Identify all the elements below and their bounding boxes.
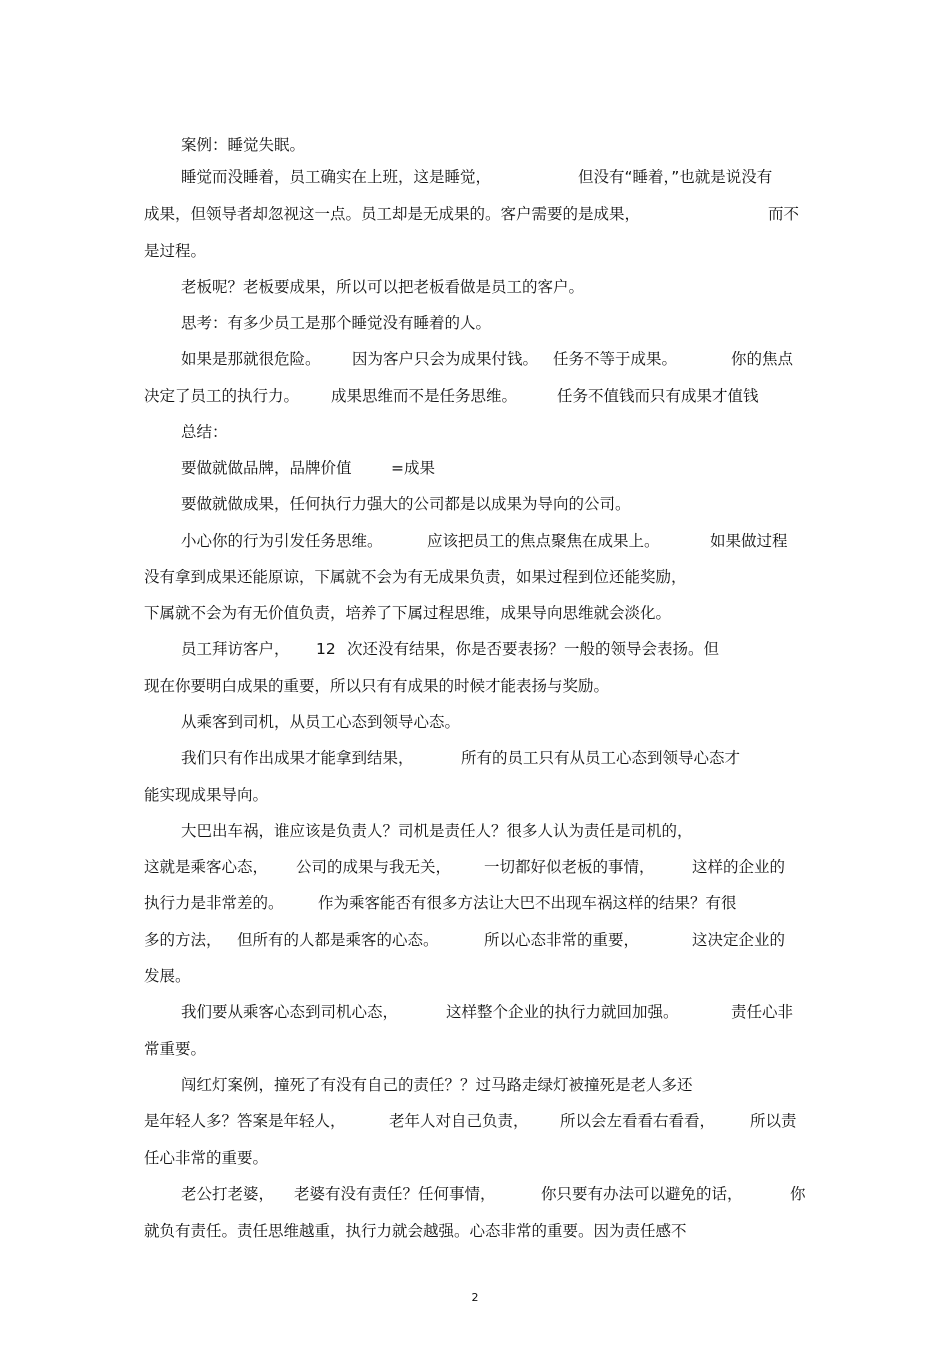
- text-segment: 成果，但领导者却忽视这一点。员工却是无成果的。客户需要的是成果，: [144, 205, 641, 223]
- text-line: [0, 1106, 950, 1136]
- text-segment: 如果是那就很危险。: [181, 350, 321, 368]
- text-line: [0, 489, 950, 519]
- text-segment: 睡觉而没睡着，员工确实在上班，这是睡觉，: [181, 168, 492, 186]
- text-segment: 总结：: [181, 423, 228, 441]
- text-segment: 如果做过程: [710, 532, 788, 550]
- text-segment: 案例：睡觉失眠。: [181, 136, 306, 154]
- text-segment: 任务不等于成果。: [553, 350, 678, 368]
- text-line: [0, 1034, 950, 1064]
- text-line: [0, 888, 950, 918]
- text-segment: 你的焦点: [731, 350, 794, 368]
- text-segment: 发展。: [144, 967, 191, 985]
- text-segment: =成果: [391, 459, 435, 477]
- text-line: [0, 199, 950, 229]
- text-line: [0, 344, 950, 374]
- text-line: [0, 272, 950, 302]
- text-segment: 要做就做品牌，品牌价值: [181, 459, 352, 477]
- text-segment: 下属就不会为有无价值负责，培养了下属过程思维，成果导向思维就会淡化。: [144, 604, 672, 622]
- text-line: [0, 780, 950, 810]
- text-segment: 老公打老婆，: [181, 1185, 275, 1203]
- text-segment: 所以责: [750, 1112, 797, 1130]
- text-segment: 所以会左看看右看看，: [560, 1112, 716, 1130]
- text-segment: 没有拿到成果还能原谅，下属就不会为有无成果负责，如果过程到位还能奖励，: [144, 568, 687, 586]
- text-line: [0, 162, 950, 192]
- text-line: [0, 961, 950, 991]
- text-line: [0, 743, 950, 773]
- text-segment: 我们要从乘客心态到司机心态，: [181, 1003, 399, 1021]
- text-segment: 小心你的行为引发任务思维。: [181, 532, 383, 550]
- text-line: [0, 707, 950, 737]
- text-segment: 是过程。: [144, 242, 207, 260]
- text-segment: 你: [790, 1185, 806, 1203]
- text-line: [0, 1143, 950, 1173]
- text-line: [0, 852, 950, 882]
- text-segment: 大巴出车祸，谁应该是负责人？司机是责任人？很多人认为责任是司机的，: [181, 822, 693, 840]
- text-segment: 多的方法，: [144, 931, 222, 949]
- text-segment: 这就是乘客心态，: [144, 858, 269, 876]
- text-segment: 但没有“睡着，”也就是说没有: [578, 168, 773, 186]
- text-segment: 但所有的人都是乘客的心态。: [237, 931, 439, 949]
- text-segment: 任务不值钱而只有成果才值钱: [557, 387, 759, 405]
- text-segment: 而不: [768, 205, 800, 223]
- text-segment: 员工拜访客户，: [181, 640, 290, 658]
- text-line: [0, 816, 950, 846]
- text-segment: 所以心态非常的重要，: [484, 931, 640, 949]
- text-segment: 应该把员工的焦点聚焦在成果上。: [427, 532, 660, 550]
- text-line: [0, 925, 950, 955]
- text-line: [0, 997, 950, 1027]
- text-segment: 12: [316, 640, 336, 658]
- text-segment: 这决定企业的: [692, 931, 786, 949]
- text-segment: 作为乘客能否有很多方法让大巴不出现车祸这样的结果？有很: [318, 894, 737, 912]
- text-segment: 决定了员工的执行力。: [144, 387, 300, 405]
- text-segment: 老婆有没有责任？任何事情，: [294, 1185, 496, 1203]
- text-line: [0, 381, 950, 411]
- text-segment: 就负有责任。责任思维越重，执行力就会越强。心态非常的重要。因为责任感不: [144, 1222, 687, 1240]
- text-line: [0, 308, 950, 338]
- text-segment: 因为客户只会为成果付钱。: [352, 350, 539, 368]
- text-segment: 这样的企业的: [692, 858, 786, 876]
- text-segment: 现在你要明白成果的重要，所以只有有成果的时候才能表扬与奖励。: [144, 677, 610, 695]
- text-line: [0, 1179, 950, 1209]
- text-segment: 是年轻人多？答案是年轻人，: [144, 1112, 346, 1130]
- text-line: [0, 598, 950, 628]
- text-line: [0, 671, 950, 701]
- text-line: [0, 562, 950, 592]
- text-line: [0, 130, 950, 160]
- text-segment: 这样整个企业的执行力就回加强。: [446, 1003, 679, 1021]
- text-line: [0, 526, 950, 556]
- text-segment: 所有的员工只有从员工心态到领导心态才: [461, 749, 741, 767]
- text-segment: 老板呢？老板要成果，所以可以把老板看做是员工的客户。: [181, 278, 585, 296]
- text-segment: 次还没有结果，你是否要表扬？一般的领导会表扬。但: [347, 640, 720, 658]
- text-segment: 老年人对自己负责，: [389, 1112, 529, 1130]
- text-segment: 责任心非: [731, 1003, 794, 1021]
- text-segment: 思考：有多少员工是那个睡觉没有睡着的人。: [181, 314, 492, 332]
- text-segment: 你只要有办法可以避免的话，: [541, 1185, 743, 1203]
- text-segment: 我们只有作出成果才能拿到结果，: [181, 749, 414, 767]
- text-segment: 执行力是非常差的。: [144, 894, 284, 912]
- text-segment: 能实现成果导向。: [144, 786, 269, 804]
- text-line: [0, 236, 950, 266]
- text-line: [0, 1216, 950, 1246]
- text-segment: 从乘客到司机，从员工心态到领导心态。: [181, 713, 461, 731]
- text-segment: 闯红灯案例，撞死了有没有自己的责任？？过马路走绿灯被撞死是老人多还: [181, 1076, 693, 1094]
- text-line: [0, 1070, 950, 1100]
- text-segment: 公司的成果与我无关，: [296, 858, 452, 876]
- page-number: 2: [471, 1291, 479, 1304]
- text-segment: 任心非常的重要。: [144, 1149, 269, 1167]
- text-line: [0, 417, 950, 447]
- text-line: [0, 634, 950, 664]
- text-segment: 常重要。: [144, 1040, 207, 1058]
- text-segment: 成果思维而不是任务思维。: [331, 387, 518, 405]
- text-segment: 要做就做成果，任何执行力强大的公司都是以成果为导向的公司。: [181, 495, 631, 513]
- text-segment: 一切都好似老板的事情，: [484, 858, 655, 876]
- text-line: [0, 453, 950, 483]
